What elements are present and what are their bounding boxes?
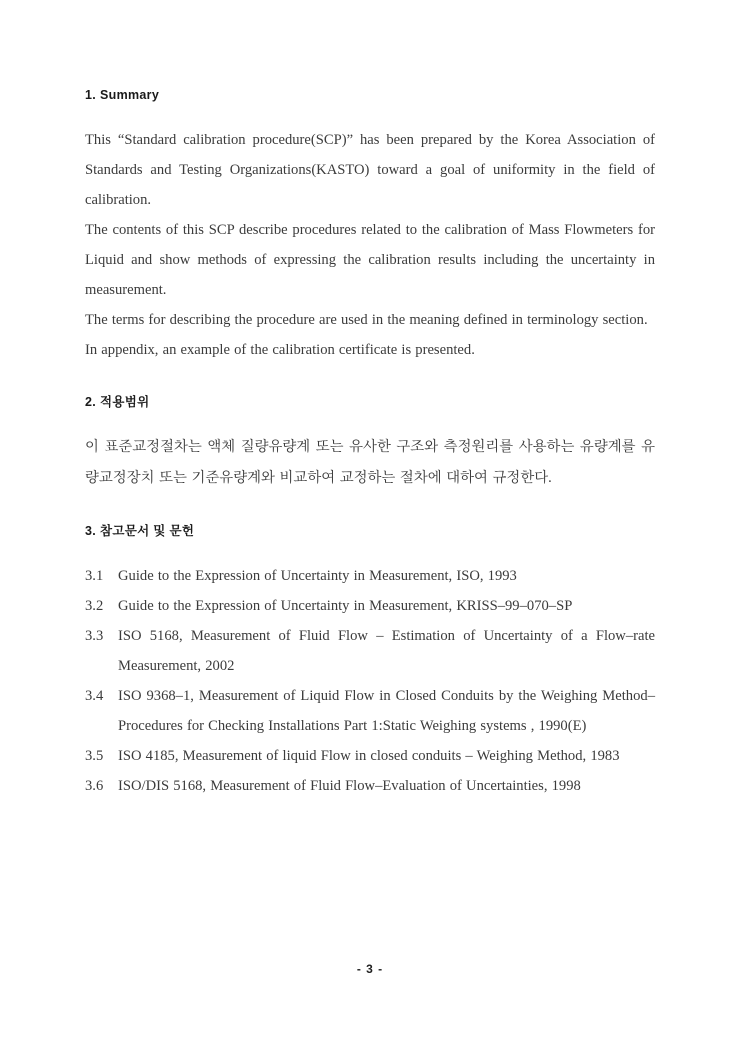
summary-paragraph-4: In appendix, an example of the calibration certificate is presented. xyxy=(85,342,475,358)
section-number: 3. xyxy=(85,524,97,538)
section-number: 1. xyxy=(85,88,97,102)
section-title: Summary xyxy=(100,88,160,102)
page-number-footer: - 3 - xyxy=(356,962,384,976)
reference-item xyxy=(85,681,655,741)
reference-list xyxy=(85,561,655,801)
page-content xyxy=(85,88,655,801)
section-title: 참고문서 및 문헌 xyxy=(100,524,195,538)
reference-item xyxy=(85,591,655,621)
section-heading-summary xyxy=(85,88,655,103)
reference-number: 3.2 xyxy=(85,598,104,614)
reference-text: Guide to the Expression of Uncertainty in Measurement, KRISS–99–070–SP xyxy=(118,598,573,614)
reference-number: 3.3 xyxy=(85,628,104,644)
reference-text: ISO 9368–1, Measurement of Liquid Flow in Closed Conduits by the Weighing Method–Procedures for Checking Installations Part 1:Static Weighing systems , 1990(E) xyxy=(118,688,655,734)
summary-paragraph-1: This “Standard calibration procedure(SCP)” has been prepared by the Korea Association of Standards and Testing Organizations(KASTO) toward a goal of uniformity in the field of calibration. xyxy=(85,132,655,208)
spacer xyxy=(85,539,655,561)
scope-paragraph-1: 이 표준교정절차는 액체 질량유량계 또는 유사한 구조와 측정원리를 사용하는 유량계를 유량교정장치 또는 기준유량계와 비교하여 교정하는 절차에 대하여 규정한다. xyxy=(85,439,655,486)
spacer xyxy=(85,410,655,432)
reference-text: Guide to the Expression of Uncertainty in Measurement, ISO, 1993 xyxy=(118,568,517,584)
section-heading-scope xyxy=(85,395,655,410)
spacer xyxy=(85,103,655,125)
section-number: 2. xyxy=(85,395,97,409)
reference-item xyxy=(85,561,655,591)
reference-text: ISO/DIS 5168, Measurement of Fluid Flow–Evaluation of Uncertainties, 1998 xyxy=(118,778,581,794)
reference-number: 3.6 xyxy=(85,778,104,794)
reference-item xyxy=(85,771,655,801)
reference-number: 3.5 xyxy=(85,748,104,764)
reference-number: 3.1 xyxy=(85,568,104,584)
section-title: 적용범위 xyxy=(100,395,150,409)
reference-text: ISO 5168, Measurement of Fluid Flow – Estimation of Uncertainty of a Flow–rate Measurement, 2002 xyxy=(118,628,655,674)
spacer xyxy=(85,365,655,395)
spacer xyxy=(85,494,655,524)
summary-paragraph-2: The contents of this SCP describe procedures related to the calibration of Mass Flowmeters for Liquid and show methods of expressing the calibration results including the uncertainty in measurement. xyxy=(85,222,655,298)
section-heading-references xyxy=(85,524,655,539)
reference-number: 3.4 xyxy=(85,688,104,704)
summary-paragraph-3: The terms for describing the procedure are used in the meaning defined in terminology section. xyxy=(85,312,648,328)
reference-item xyxy=(85,741,655,771)
reference-item xyxy=(85,621,655,681)
reference-text: ISO 4185, Measurement of liquid Flow in closed conduits – Weighing Method, 1983 xyxy=(118,748,620,764)
